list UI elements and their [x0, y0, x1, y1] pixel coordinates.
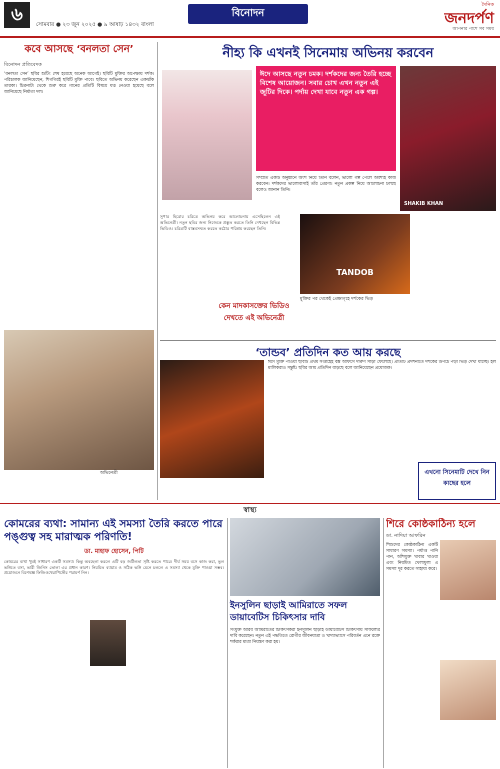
insulin-headline: ইনসুলিন ছাড়াই আমিরাতে সফল ডায়াবেটিস চিকিৎসার দাবি — [230, 601, 348, 623]
actress-photo-caption: অভিনেত্রী — [100, 471, 118, 476]
insulin-photo — [230, 518, 380, 596]
tandob-poster-title: TANDOB — [336, 268, 374, 277]
child-photo — [440, 540, 496, 600]
masthead — [444, 2, 494, 33]
tandob-body — [268, 360, 496, 470]
left-article-byline: বিনোদন প্রতিবেদক — [4, 62, 42, 68]
lead-quote: ঈদে আসছে নতুন চমক। দর্শকদের জন্য তৈরি হচ্ছে বিশেষ আয়োজন। সবার চোখ এখন নতুন এই জুটির দিকে। পর্দায় দেখা যাবে নতুন এক গল্প। — [260, 70, 392, 96]
left-article-title: কবে আসছে ‘বনলতা সেন’ — [24, 44, 134, 55]
constipation-headline: শিরে কোষ্ঠকাঠিন্য হলে — [386, 519, 476, 530]
back-pain-doctor: ডা. মাহাফ হোসেন, পিটি — [84, 548, 144, 555]
mid-feature-pull-quote: কেন মাদকাসক্তের ভিডিও দেখতে এই অভিনেত্রী — [218, 302, 290, 322]
constipation-byline: ডা. নাদিয়া আফরিন — [386, 533, 426, 539]
back-pain-headline: কোমরের ব্যথা: সামান্য এই সমস্যা তৈরি করতে পারে পঙ্গুত্ব সহ মারাত্মক পরিণতি! — [4, 518, 223, 543]
page-header — [0, 0, 500, 38]
lead-quote-box — [256, 66, 396, 171]
child-photo-2 — [440, 660, 496, 720]
mid-feature-body: সুপার হিরোর চরিত্রে অভিনয় করে আলোচনায় এসেছিলেন এই অভিনেত্রী। নতুন ছবির জন্য নিজেকে প্রস্তুত করতে তিনি দেখছেন বিভিন্ন ভিডিও। চরিত্রটি বাস্তবসম্মত করতে কঠোর পরিশ্রম করছেন তিনি। — [160, 214, 280, 231]
masthead-prefix: দৈনিক — [481, 2, 494, 8]
insulin-body-text: সংযুক্ত আরব আমিরাতের চিকিৎসকরা ইনসুলিন ছাড়াই ডায়াবেটিস চিকিৎসায় সাফল্যের দাবি করেছেন। নতুন এই পদ্ধতিতে রোগীর জীবনযাত্রা ও খাদ্যাভ্যাসে পরিবর্তন এনে রক্তে শর্করার মাত্রা নিয়ন্ত্রণ করা হয়। — [230, 628, 380, 645]
back-pain-body: কোমরের ব্যথা খুবই সাধারণ একটি সমস্যা। কিন্তু অবহেলা করলে এটি বড় জটিলতা সৃষ্টি করতে পারে। দীর্ঘ সময় বসে কাজ করা, ভুল ভঙ্গিতে বসা, ভারী জিনিস তোলা এর প্রধান কারণ। নিয়মিত ব্যায়াম ও সঠিক ভঙ্গি মেনে চললে এ সমস্যা থেকে মুক্তি পাওয়া সম্ভব। প্রয়োজনে বিশেষজ্ঞ ফিজিওথেরাপিস্টের পরামর্শ নিন। — [4, 559, 224, 576]
tandob-headline: ‘তান্ডব’ প্রতিদিন কত আয় করছে — [255, 346, 401, 359]
advert-text: এখনো সিনেমাটি দেখে নিন কাছের হলে — [424, 469, 490, 487]
lead-photo-right — [400, 66, 496, 211]
tandob-body-text: ঈদে মুক্তি পাওয়া ছবিটি প্রথম সপ্তাহেই বক্স অফিসে দারুণ সাড়া ফেলেছে। প্রতিটি প্রদর্শনীতে দর্শকের উপচে পড়া ভিড় দেখা যাচ্ছে। হল মালিকরাও সন্তুষ্ট। ছবির আয় প্রতিদিন বাড়ছে বলে জানিয়েছেন প্রযোজক। — [268, 360, 496, 371]
left-article-body: ‘বনলতা সেন’ ছবির শুটিং শেষ হয়েছে অনেক আগেই। ছবিটি মুক্তির অপেক্ষায় দর্শক। পরিচালক জানিয়েছেন, শিগগিরই ছবিটি মুক্তি পাবে। ছবিতে অভিনয় করেছেন একঝাঁক তারকা। চিত্রনাট্য থেকে শুরু করে গানের প্রতিটি বিষয়ে যত্ন নেওয়া হয়েছে বলে জানিয়েছে নির্মাতা দল। — [4, 72, 154, 95]
actress-photo — [4, 330, 154, 470]
column-divider — [383, 518, 384, 768]
lead-body-text: সম্প্রতি একটি অনুষ্ঠানে অংশ নিয়ে তিনি বলেন, ভালো গল্প পেলে অবশ্যই কাজ করবেন। দর্শকদের ভালোবাসাই তাঁর প্রেরণা। নতুন প্রকল্প নিয়ে আলোচনা চলছে বলেও জানান তিনি। — [256, 176, 396, 193]
dateline: সোমবার ● ২৩ জুন ২০২৫ ● ৯ আষাঢ় ১৪৩২ বাংলা — [36, 22, 154, 28]
health-section-label: স্বাস্থ্য — [0, 503, 500, 515]
tandob-poster-caption: মুক্তির পর থেকেই প্রেক্ষাগৃহে দর্শকের ভিড় — [300, 297, 373, 302]
doctor-photo — [90, 620, 126, 666]
masthead-tagline: আপনার পাশে সব সময় — [452, 27, 494, 32]
lead-photo-caption: SHAKIB KHAN — [404, 201, 444, 207]
insulin-body — [230, 628, 380, 768]
advert-box — [418, 462, 496, 500]
column-divider — [227, 518, 228, 768]
page-number: ৬ — [4, 2, 30, 28]
column-divider — [157, 42, 158, 500]
lead-photo-left — [162, 70, 252, 200]
masthead-title: জনদর্পণ — [444, 9, 494, 27]
section-title: বিনোদন — [188, 4, 308, 24]
lead-headline: নীহ্য কি এখনই সিনেমায় অভিনয় করবেন — [222, 46, 434, 61]
tandob-photo — [160, 360, 264, 478]
constipation-body: শিশুদের কোষ্ঠকাঠিন্য একটি সাধারণ সমস্যা। পর্যাপ্ত পানি পান, আঁশযুক্ত খাবার খাওয়া এবং নিয়মিত খেলাধুলা এ সমস্যা দূর করতে সাহায্য করে। — [386, 543, 438, 572]
tandob-poster — [300, 214, 410, 294]
